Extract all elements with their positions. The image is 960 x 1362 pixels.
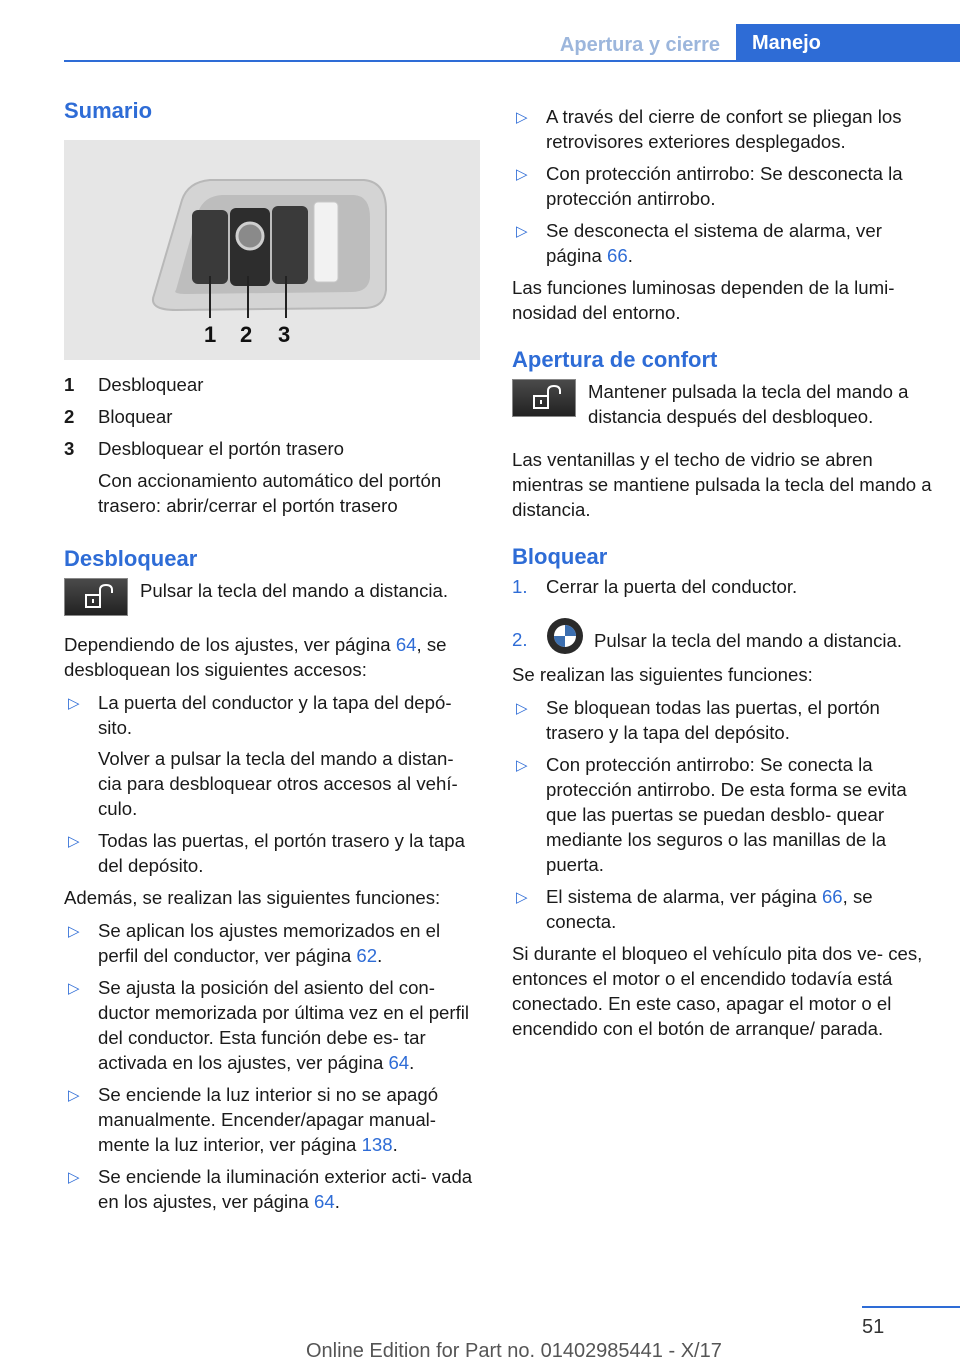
legend-list (64, 372, 482, 518)
funciones-list (64, 918, 482, 1214)
list-item-subtext: Volver a pulsar la tecla del mando a distan‐ cia para desbloquear otros accesos al vehí‐ culo. (98, 748, 458, 819)
legend-item (64, 436, 482, 461)
page-link-64[interactable]: 64 (395, 634, 417, 655)
confort-instruction (512, 379, 932, 429)
triangle-bullet-icon: ▷ (68, 1087, 80, 1104)
key-fob-image (64, 140, 480, 360)
list-item-text: Se enciende la iluminación exterior acti‐ vada en los ajustes, ver página (98, 1166, 473, 1212)
list-item-text: Se bloquean todas las puertas, el portón trasero y la tapa del depósito. (546, 697, 880, 743)
period: . (392, 1134, 398, 1155)
unlock-button-icon (512, 379, 576, 417)
list-item (512, 161, 932, 211)
period: . (377, 945, 383, 966)
period: . (409, 1052, 415, 1073)
dependiendo-paragraph (64, 632, 482, 682)
list-item (64, 690, 482, 821)
legend-item (64, 404, 482, 429)
legend-number: 1 (64, 374, 75, 395)
page-link-64[interactable]: 64 (314, 1191, 335, 1212)
step-number: 1. (512, 576, 528, 597)
page-link-64[interactable]: 64 (388, 1052, 410, 1073)
triangle-bullet-icon: ▷ (516, 166, 528, 183)
legend-number: 2 (64, 406, 75, 427)
list-item-text-end: , se conecta. (546, 886, 873, 932)
figure-label-3: 3 (278, 322, 291, 347)
left-column (64, 96, 482, 1221)
list-item (512, 752, 932, 877)
dependiendo-text-end: , se desbloquean los siguientes accesos: (64, 634, 447, 680)
list-item-text: Todas las puertas, el portón trasero y la tapa del depósito. (98, 830, 465, 876)
desbloquear-heading: Desbloquear (64, 546, 198, 571)
list-item-text: Se aplican los ajustes memorizados en el perfil del conductor, ver página (98, 920, 441, 966)
list-item-text: Con protección antirrobo: Se conecta la protección antirrobo. De esta forma se evita que las puertas se puedan desblo‐ quear mediante los seguros o las manillas de la puerta. (546, 754, 907, 875)
key-fob-drawing (64, 140, 480, 360)
edition-text: Online Edition for Part no. 01402985441 - X/17 (306, 1340, 722, 1362)
ademas-paragraph: Además, se realizan las siguientes funciones: (64, 887, 441, 908)
list-item-text: A través del cierre de confort se pliegan los retrovisores exteriores desplegados. (546, 106, 902, 152)
header-rule (64, 60, 960, 62)
list-item-text: Se enciende la luz interior si no se apagó manualmente. Encender/apagar manual‐ mente la luz interior, ver página (98, 1084, 439, 1155)
ventanillas-paragraph: Las ventanillas y el techo de vidrio se abren mientras se mantiene pulsada la tecla del mando a distancia. (512, 449, 932, 520)
list-item (64, 918, 482, 968)
realizan-paragraph: Se realizan las siguientes funciones: (512, 664, 813, 685)
triangle-bullet-icon: ▷ (68, 923, 80, 940)
list-item (64, 1082, 482, 1157)
bloquear-steps (512, 574, 932, 655)
accesos-list (64, 690, 482, 878)
figure-label-2: 2 (240, 322, 253, 347)
footer-rule (862, 1306, 960, 1308)
legend-item (64, 372, 482, 397)
triangle-bullet-icon: ▷ (516, 223, 528, 240)
triangle-bullet-icon: ▷ (516, 889, 528, 906)
bloqueo-funciones-list (512, 695, 932, 934)
desbloquear-instruction (64, 578, 482, 616)
list-item (64, 1164, 482, 1214)
page-link-66[interactable]: 66 (607, 245, 628, 266)
right-column (512, 104, 932, 1041)
luminosas-paragraph: Las funciones luminosas dependen de la lumi‐ nosidad del entorno. (512, 277, 895, 323)
page-link-138[interactable]: 138 (361, 1134, 393, 1155)
list-item-text: La puerta del conductor y la tapa del depó‐ sito. (98, 692, 452, 738)
legend-number: 3 (64, 438, 75, 459)
sumario-heading: Sumario (64, 98, 153, 123)
triangle-bullet-icon: ▷ (68, 695, 80, 712)
list-item-text: El sistema de alarma, ver página (546, 886, 822, 907)
figure-label-1: 1 (204, 322, 217, 347)
legend-subtext: Con accionamiento automático del portón trasero: abrir/cerrar el portón trasero (98, 470, 442, 516)
triangle-bullet-icon: ▷ (516, 757, 528, 774)
dependiendo-text: Dependiendo de los ajustes, ver página (64, 634, 396, 655)
final-paragraph: Si durante el bloqueo el vehículo pita dos ve‐ ces, entonces el motor o el encendido todavía está conectado. En este caso, apagar el motor o el encendido con el botón de arranque/ parada. (512, 943, 923, 1039)
desbloquear-icon-text: Pulsar la tecla del mando a distancia. (140, 580, 449, 601)
header-tab-manejo[interactable]: Manejo (736, 24, 960, 62)
list-item-text: Con protección antirrobo: Se desconecta la protección antirrobo. (546, 163, 903, 209)
list-item (64, 828, 482, 878)
list-item (512, 104, 932, 154)
triangle-bullet-icon: ▷ (68, 1169, 80, 1186)
list-item (64, 975, 482, 1075)
legend-text: Desbloquear (98, 374, 204, 395)
list-item (512, 884, 932, 934)
triangle-bullet-icon: ▷ (516, 109, 528, 126)
bmw-logo-icon (546, 617, 584, 655)
step-text: Cerrar la puerta del conductor. (546, 576, 798, 597)
page-link-62[interactable]: 62 (356, 945, 378, 966)
confort-list (512, 104, 932, 268)
unlock-button-icon (64, 578, 128, 616)
step-number: 2. (512, 629, 528, 650)
page-number: 51 (862, 1316, 885, 1338)
step-text: Pulsar la tecla del mando a distancia. (594, 629, 903, 651)
confort-icon-text: Mantener pulsada la tecla del mando a distancia después del desbloqueo. (588, 381, 909, 427)
triangle-bullet-icon: ▷ (516, 700, 528, 717)
triangle-bullet-icon: ▷ (68, 980, 80, 997)
header-section-title[interactable]: Apertura y cierre (559, 34, 720, 56)
period: . (627, 245, 633, 266)
period: . (334, 1191, 340, 1212)
list-item-text: Se desconecta el sistema de alarma, ver página (546, 220, 882, 266)
triangle-bullet-icon: ▷ (68, 833, 80, 850)
list-item (512, 695, 932, 745)
list-item-text: Se ajusta la posición del asiento del con‐ ductor memorizada por última vez en el perfil del conductor. Esta función debe es‐ tar activada en los ajustes, ver página (98, 977, 470, 1073)
legend-text: Bloquear (98, 406, 173, 427)
legend-text: Desbloquear el portón trasero (98, 438, 344, 459)
step-item (512, 574, 932, 599)
page-link-66[interactable]: 66 (821, 886, 843, 907)
step-item (512, 615, 932, 655)
apertura-confort-heading: Apertura de confort (512, 347, 718, 372)
list-item (512, 218, 932, 268)
bloquear-heading: Bloquear (512, 544, 608, 569)
